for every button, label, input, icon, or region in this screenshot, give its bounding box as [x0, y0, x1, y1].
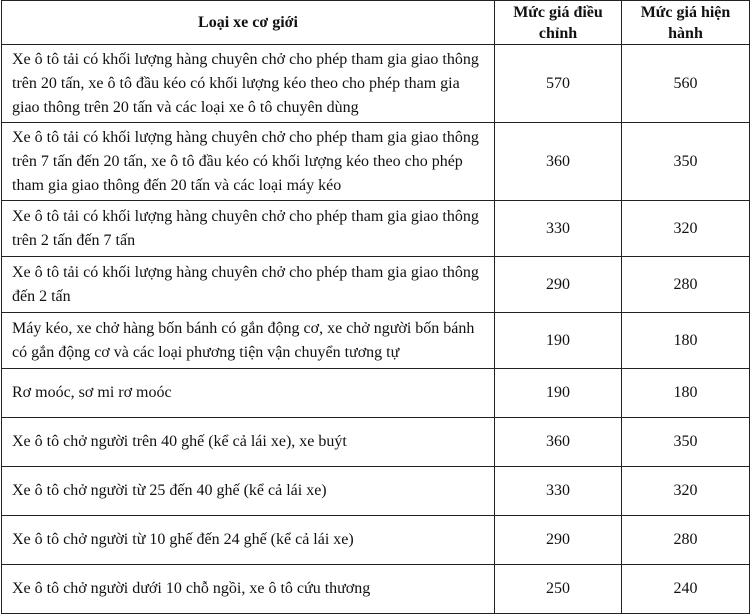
table-row: [2, 257, 750, 313]
current-price-cell: 560: [622, 45, 750, 123]
header-row: [2, 1, 750, 45]
adjusted-price-cell: 330: [495, 467, 622, 516]
current-price-cell: 350: [622, 123, 750, 201]
adjusted-price-cell: 190: [495, 369, 622, 418]
vehicle-type-cell: Rơ moóc, sơ mi rơ moóc: [2, 369, 495, 418]
adjusted-price-cell: 360: [495, 418, 622, 467]
table-row: [2, 313, 750, 369]
table-row: [2, 201, 750, 257]
current-price-cell: 180: [622, 369, 750, 418]
adjusted-price-cell: 360: [495, 123, 622, 201]
table-header: [2, 1, 750, 45]
current-price-cell: 240: [622, 565, 750, 614]
adjusted-price-cell: 250: [495, 565, 622, 614]
current-price-cell: 320: [622, 201, 750, 257]
vehicle-type-cell: Xe ô tô tải có khối lượng hàng chuyên chở cho phép tham gia giao thông trên 2 tấn đến 7 tấn: [2, 201, 495, 257]
adjusted-price-cell: 330: [495, 201, 622, 257]
current-price-cell: 280: [622, 257, 750, 313]
table-row: [2, 123, 750, 201]
adjusted-price-cell: 570: [495, 45, 622, 123]
vehicle-type-cell: Máy kéo, xe chở hàng bốn bánh có gắn động cơ, xe chở người bốn bánh có gắn động cơ và các loại phương tiện vận chuyển tương tự: [2, 313, 495, 369]
current-price-cell: 320: [622, 467, 750, 516]
vehicle-type-cell: Xe ô tô chở người dưới 10 chỗ ngồi, xe ô tô cứu thương: [2, 565, 495, 614]
table-row: [2, 418, 750, 467]
table-row: [2, 565, 750, 614]
vehicle-type-cell: Xe ô tô chở người từ 25 đến 40 ghế (kể cả lái xe): [2, 467, 495, 516]
vehicle-type-cell: Xe ô tô tải có khối lượng hàng chuyên chở cho phép tham gia giao thông trên 20 tấn, xe ô tô đầu kéo có khối lượng kéo theo cho phép tham gia giao thông trên 20 tấn và các loại xe ô tô chuyên dùng: [2, 45, 495, 123]
current-price-cell: 180: [622, 313, 750, 369]
current-price-cell: 350: [622, 418, 750, 467]
adjusted-price-cell: 190: [495, 313, 622, 369]
vehicle-type-cell: Xe ô tô tải có khối lượng hàng chuyên chở cho phép tham gia giao thông đến 2 tấn: [2, 257, 495, 313]
vehicle-type-cell: Xe ô tô tải có khối lượng hàng chuyên chở cho phép tham gia giao thông trên 7 tấn đến 20 tấn, xe ô tô đầu kéo có khối lượng kéo theo cho phép tham gia giao thông đến 20 tấn và các loại máy kéo: [2, 123, 495, 201]
header-adjusted-price: Mức giá điều chỉnh: [495, 1, 622, 45]
table-row: [2, 467, 750, 516]
table-row: [2, 516, 750, 565]
table-body: [2, 45, 750, 614]
vehicle-type-cell: Xe ô tô chở người trên 40 ghế (kể cả lái xe), xe buýt: [2, 418, 495, 467]
current-price-cell: 280: [622, 516, 750, 565]
table-row: [2, 369, 750, 418]
table-row: [2, 45, 750, 123]
adjusted-price-cell: 290: [495, 257, 622, 313]
header-current-price: Mức giá hiện hành: [622, 1, 750, 45]
header-vehicle-type: Loại xe cơ giới: [2, 1, 495, 45]
price-table: [1, 0, 750, 614]
adjusted-price-cell: 290: [495, 516, 622, 565]
vehicle-type-cell: Xe ô tô chở người từ 10 ghế đến 24 ghế (kể cả lái xe): [2, 516, 495, 565]
